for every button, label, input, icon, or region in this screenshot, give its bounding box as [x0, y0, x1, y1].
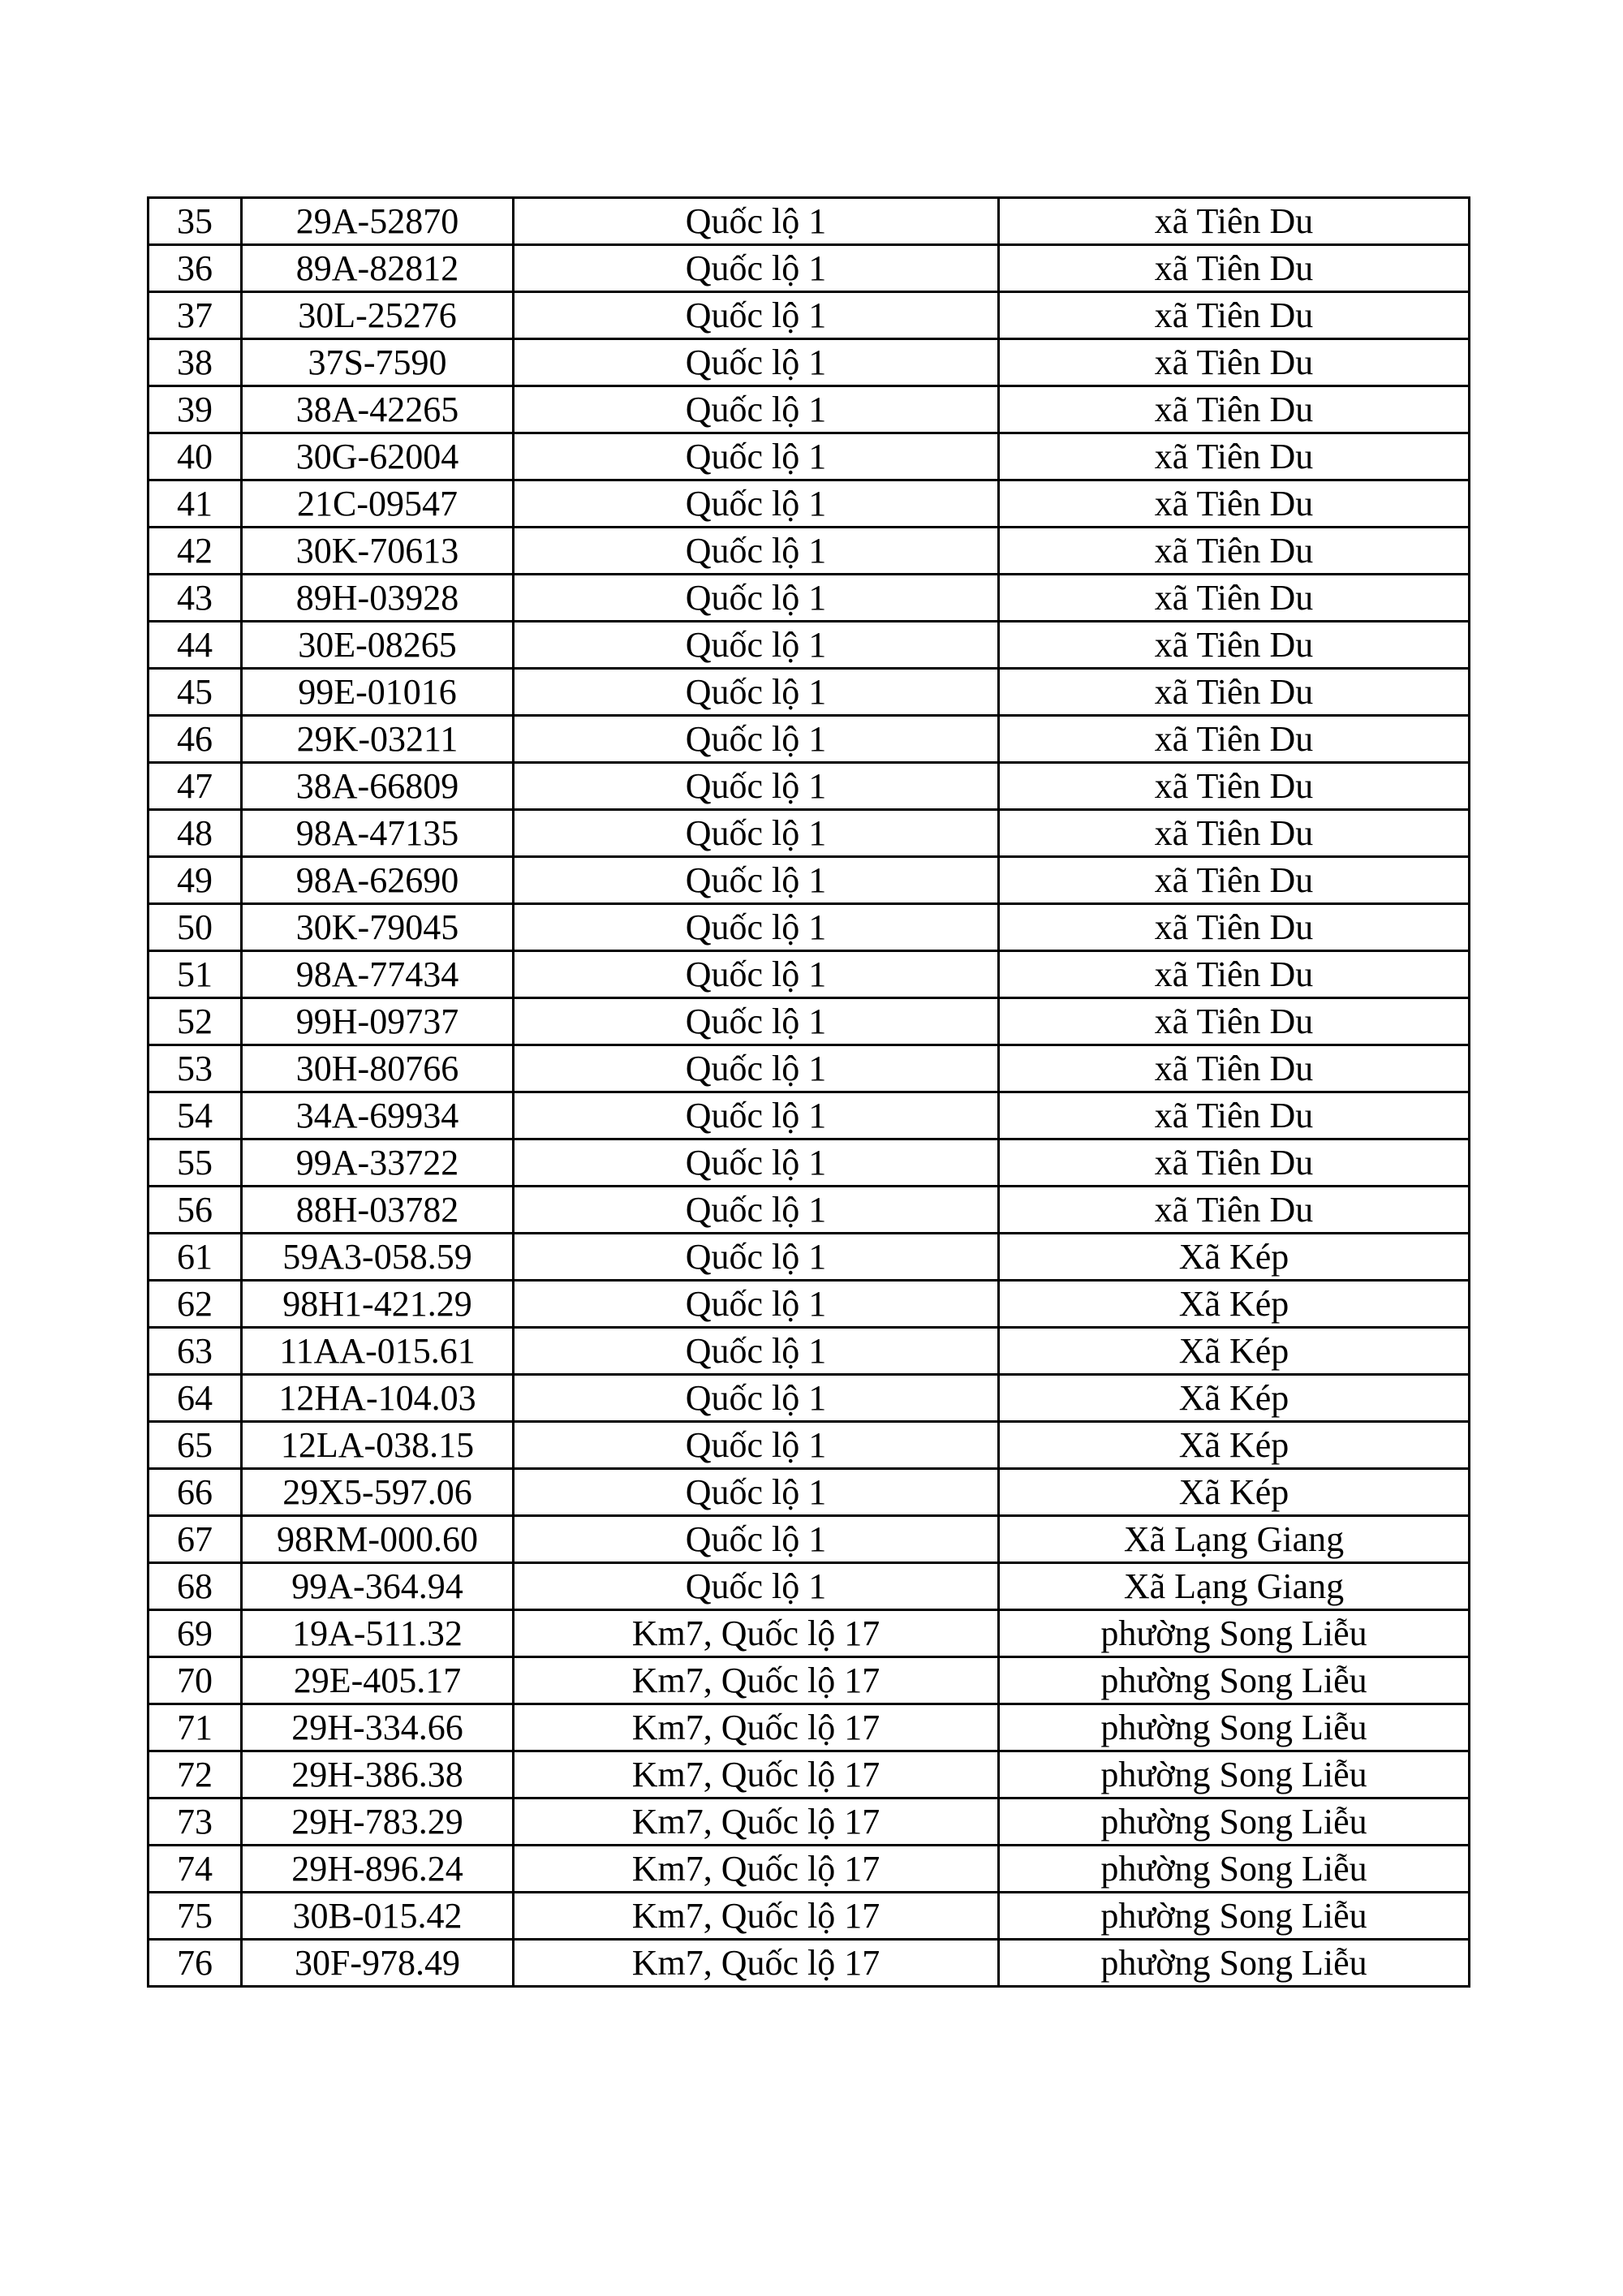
location-cell: Km7, Quốc lộ 17: [514, 1751, 999, 1798]
license-plate-cell: 30L-25276: [242, 292, 514, 339]
location-cell: Quốc lộ 1: [514, 292, 999, 339]
location-cell: Quốc lộ 1: [514, 339, 999, 386]
table-row: [149, 1469, 1470, 1516]
license-plate-cell: 99A-33722: [242, 1139, 514, 1187]
license-plate-cell: 30H-80766: [242, 1045, 514, 1092]
location-cell: Km7, Quốc lộ 17: [514, 1798, 999, 1846]
location-cell: Quốc lộ 1: [514, 763, 999, 810]
row-number-cell: 49: [149, 857, 242, 904]
row-number-cell: 40: [149, 433, 242, 480]
table-row: [149, 1375, 1470, 1422]
license-plate-cell: 30K-79045: [242, 904, 514, 951]
location-cell: Quốc lộ 1: [514, 1187, 999, 1234]
location-cell: Quốc lộ 1: [514, 1328, 999, 1375]
license-plate-cell: 38A-66809: [242, 763, 514, 810]
location-cell: Km7, Quốc lộ 17: [514, 1610, 999, 1657]
license-plate-cell: 29H-334.66: [242, 1704, 514, 1751]
table-row: [149, 528, 1470, 575]
area-cell: Xã Kép: [999, 1422, 1470, 1469]
row-number-cell: 55: [149, 1139, 242, 1187]
area-cell: Xã Kép: [999, 1234, 1470, 1281]
location-cell: Quốc lộ 1: [514, 1092, 999, 1139]
row-number-cell: 52: [149, 998, 242, 1045]
table-row: [149, 857, 1470, 904]
area-cell: xã Tiên Du: [999, 998, 1470, 1045]
row-number-cell: 74: [149, 1846, 242, 1893]
area-cell: xã Tiên Du: [999, 1139, 1470, 1187]
row-number-cell: 53: [149, 1045, 242, 1092]
row-number-cell: 42: [149, 528, 242, 575]
license-plate-cell: 30K-70613: [242, 528, 514, 575]
table-row: [149, 669, 1470, 716]
license-plate-cell: 30B-015.42: [242, 1893, 514, 1940]
table-row: [149, 1704, 1470, 1751]
row-number-cell: 35: [149, 198, 242, 245]
location-cell: Km7, Quốc lộ 17: [514, 1940, 999, 1987]
row-number-cell: 64: [149, 1375, 242, 1422]
area-cell: Xã Lạng Giang: [999, 1516, 1470, 1563]
license-plate-cell: 29A-52870: [242, 198, 514, 245]
license-plate-cell: 29H-386.38: [242, 1751, 514, 1798]
license-plate-cell: 11AA-015.61: [242, 1328, 514, 1375]
vehicle-violation-table: [147, 196, 1470, 1988]
license-plate-cell: 99H-09737: [242, 998, 514, 1045]
area-cell: xã Tiên Du: [999, 245, 1470, 292]
area-cell: xã Tiên Du: [999, 386, 1470, 433]
license-plate-cell: 34A-69934: [242, 1092, 514, 1139]
row-number-cell: 72: [149, 1751, 242, 1798]
row-number-cell: 63: [149, 1328, 242, 1375]
row-number-cell: 39: [149, 386, 242, 433]
row-number-cell: 37: [149, 292, 242, 339]
location-cell: Quốc lộ 1: [514, 857, 999, 904]
area-cell: phường Song Liễu: [999, 1751, 1470, 1798]
row-number-cell: 71: [149, 1704, 242, 1751]
table-body: [149, 198, 1470, 1987]
location-cell: Quốc lộ 1: [514, 386, 999, 433]
table-row: [149, 480, 1470, 528]
license-plate-cell: 29X5-597.06: [242, 1469, 514, 1516]
location-cell: Quốc lộ 1: [514, 1422, 999, 1469]
area-cell: xã Tiên Du: [999, 339, 1470, 386]
table-row: [149, 386, 1470, 433]
area-cell: xã Tiên Du: [999, 716, 1470, 763]
area-cell: xã Tiên Du: [999, 433, 1470, 480]
area-cell: phường Song Liễu: [999, 1846, 1470, 1893]
table-row: [149, 1045, 1470, 1092]
area-cell: phường Song Liễu: [999, 1704, 1470, 1751]
area-cell: xã Tiên Du: [999, 1187, 1470, 1234]
row-number-cell: 51: [149, 951, 242, 998]
row-number-cell: 65: [149, 1422, 242, 1469]
location-cell: Quốc lộ 1: [514, 1375, 999, 1422]
location-cell: Km7, Quốc lộ 17: [514, 1657, 999, 1704]
license-plate-cell: 98H1-421.29: [242, 1281, 514, 1328]
area-cell: Xã Kép: [999, 1469, 1470, 1516]
location-cell: Quốc lộ 1: [514, 622, 999, 669]
license-plate-cell: 29H-783.29: [242, 1798, 514, 1846]
area-cell: phường Song Liễu: [999, 1657, 1470, 1704]
row-number-cell: 61: [149, 1234, 242, 1281]
row-number-cell: 46: [149, 716, 242, 763]
row-number-cell: 38: [149, 339, 242, 386]
row-number-cell: 66: [149, 1469, 242, 1516]
table-row: [149, 1846, 1470, 1893]
table-row: [149, 1657, 1470, 1704]
area-cell: Xã Kép: [999, 1328, 1470, 1375]
location-cell: Quốc lộ 1: [514, 528, 999, 575]
table-row: [149, 1139, 1470, 1187]
table-row: [149, 292, 1470, 339]
license-plate-cell: 29K-03211: [242, 716, 514, 763]
area-cell: phường Song Liễu: [999, 1940, 1470, 1987]
location-cell: Quốc lộ 1: [514, 1281, 999, 1328]
license-plate-cell: 12HA-104.03: [242, 1375, 514, 1422]
location-cell: Quốc lộ 1: [514, 433, 999, 480]
table-row: [149, 951, 1470, 998]
row-number-cell: 69: [149, 1610, 242, 1657]
area-cell: Xã Kép: [999, 1375, 1470, 1422]
license-plate-cell: 29H-896.24: [242, 1846, 514, 1893]
location-cell: Quốc lộ 1: [514, 669, 999, 716]
location-cell: Quốc lộ 1: [514, 575, 999, 622]
row-number-cell: 54: [149, 1092, 242, 1139]
area-cell: xã Tiên Du: [999, 810, 1470, 857]
location-cell: Quốc lộ 1: [514, 904, 999, 951]
table-row: [149, 433, 1470, 480]
location-cell: Quốc lộ 1: [514, 198, 999, 245]
table-row: [149, 1234, 1470, 1281]
license-plate-cell: 29E-405.17: [242, 1657, 514, 1704]
location-cell: Quốc lộ 1: [514, 810, 999, 857]
table-row: [149, 763, 1470, 810]
location-cell: Quốc lộ 1: [514, 245, 999, 292]
license-plate-cell: 89H-03928: [242, 575, 514, 622]
license-plate-cell: 98A-62690: [242, 857, 514, 904]
area-cell: xã Tiên Du: [999, 857, 1470, 904]
area-cell: xã Tiên Du: [999, 198, 1470, 245]
license-plate-cell: 98A-77434: [242, 951, 514, 998]
table-row: [149, 1610, 1470, 1657]
area-cell: xã Tiên Du: [999, 528, 1470, 575]
table-row: [149, 904, 1470, 951]
area-cell: xã Tiên Du: [999, 575, 1470, 622]
table-row: [149, 575, 1470, 622]
area-cell: xã Tiên Du: [999, 669, 1470, 716]
row-number-cell: 76: [149, 1940, 242, 1987]
license-plate-cell: 88H-03782: [242, 1187, 514, 1234]
license-plate-cell: 12LA-038.15: [242, 1422, 514, 1469]
area-cell: phường Song Liễu: [999, 1610, 1470, 1657]
area-cell: xã Tiên Du: [999, 1045, 1470, 1092]
location-cell: Quốc lộ 1: [514, 716, 999, 763]
location-cell: Quốc lộ 1: [514, 1563, 999, 1610]
table-row: [149, 1092, 1470, 1139]
area-cell: xã Tiên Du: [999, 763, 1470, 810]
table-row: [149, 622, 1470, 669]
location-cell: Quốc lộ 1: [514, 998, 999, 1045]
license-plate-cell: 59A3-058.59: [242, 1234, 514, 1281]
license-plate-cell: 30E-08265: [242, 622, 514, 669]
area-cell: Xã Lạng Giang: [999, 1563, 1470, 1610]
area-cell: xã Tiên Du: [999, 292, 1470, 339]
table-row: [149, 998, 1470, 1045]
row-number-cell: 68: [149, 1563, 242, 1610]
area-cell: Xã Kép: [999, 1281, 1470, 1328]
row-number-cell: 70: [149, 1657, 242, 1704]
area-cell: phường Song Liễu: [999, 1798, 1470, 1846]
row-number-cell: 45: [149, 669, 242, 716]
table-row: [149, 1798, 1470, 1846]
table-row: [149, 810, 1470, 857]
row-number-cell: 75: [149, 1893, 242, 1940]
location-cell: Km7, Quốc lộ 17: [514, 1893, 999, 1940]
license-plate-cell: 99E-01016: [242, 669, 514, 716]
row-number-cell: 62: [149, 1281, 242, 1328]
license-plate-cell: 30F-978.49: [242, 1940, 514, 1987]
table-row: [149, 1281, 1470, 1328]
location-cell: Quốc lộ 1: [514, 951, 999, 998]
area-cell: xã Tiên Du: [999, 622, 1470, 669]
license-plate-cell: 19A-511.32: [242, 1610, 514, 1657]
row-number-cell: 36: [149, 245, 242, 292]
table-row: [149, 1751, 1470, 1798]
table-row: [149, 1187, 1470, 1234]
row-number-cell: 48: [149, 810, 242, 857]
table-row: [149, 1940, 1470, 1987]
row-number-cell: 56: [149, 1187, 242, 1234]
table-row: [149, 1516, 1470, 1563]
license-plate-cell: 98A-47135: [242, 810, 514, 857]
row-number-cell: 41: [149, 480, 242, 528]
row-number-cell: 73: [149, 1798, 242, 1846]
location-cell: Quốc lộ 1: [514, 1234, 999, 1281]
location-cell: Km7, Quốc lộ 17: [514, 1846, 999, 1893]
location-cell: Quốc lộ 1: [514, 1469, 999, 1516]
license-plate-cell: 98RM-000.60: [242, 1516, 514, 1563]
row-number-cell: 44: [149, 622, 242, 669]
license-plate-cell: 21C-09547: [242, 480, 514, 528]
table-row: [149, 339, 1470, 386]
row-number-cell: 43: [149, 575, 242, 622]
row-number-cell: 47: [149, 763, 242, 810]
license-plate-cell: 99A-364.94: [242, 1563, 514, 1610]
table-row: [149, 716, 1470, 763]
table-row: [149, 1328, 1470, 1375]
license-plate-cell: 30G-62004: [242, 433, 514, 480]
area-cell: phường Song Liễu: [999, 1893, 1470, 1940]
area-cell: xã Tiên Du: [999, 904, 1470, 951]
license-plate-cell: 37S-7590: [242, 339, 514, 386]
table-row: [149, 245, 1470, 292]
row-number-cell: 67: [149, 1516, 242, 1563]
area-cell: xã Tiên Du: [999, 951, 1470, 998]
location-cell: Quốc lộ 1: [514, 1139, 999, 1187]
location-cell: Quốc lộ 1: [514, 1516, 999, 1563]
license-plate-cell: 89A-82812: [242, 245, 514, 292]
area-cell: xã Tiên Du: [999, 480, 1470, 528]
location-cell: Quốc lộ 1: [514, 1045, 999, 1092]
table-row: [149, 1893, 1470, 1940]
table-row: [149, 1563, 1470, 1610]
area-cell: xã Tiên Du: [999, 1092, 1470, 1139]
location-cell: Km7, Quốc lộ 17: [514, 1704, 999, 1751]
row-number-cell: 50: [149, 904, 242, 951]
location-cell: Quốc lộ 1: [514, 480, 999, 528]
license-plate-cell: 38A-42265: [242, 386, 514, 433]
table-row: [149, 1422, 1470, 1469]
table-row: [149, 198, 1470, 245]
